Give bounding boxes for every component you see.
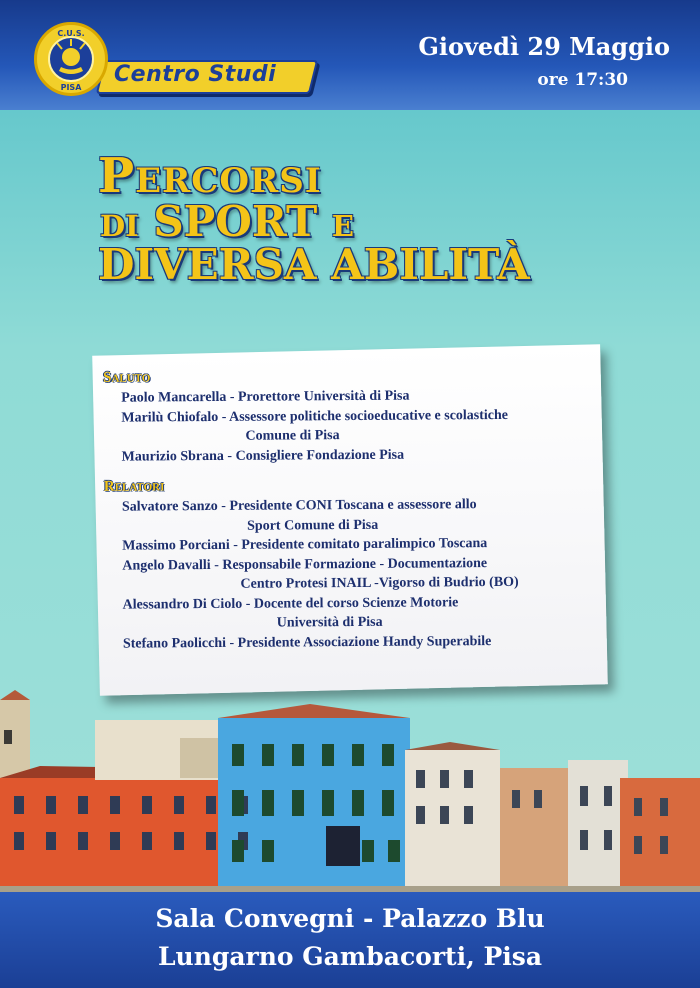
relatori-item: Salvatore Sanzo - Presidente CONI Toscana e assessore allo <box>121 497 477 515</box>
program-content <box>103 366 605 653</box>
saluto-heading: Saluto <box>103 369 151 386</box>
relatori-item: Alessandro Di Ciolo - Docente del corso Scienze Motorie <box>122 594 459 613</box>
venue-address: Lungarno Gambacorti, Pisa <box>157 942 543 971</box>
relatori-item-continued: Università di Pisa <box>276 614 383 631</box>
relatori-item: Angelo Davalli - Responsabile Formazione - Documentazione <box>122 555 488 574</box>
title-line-1: Percorsi <box>98 148 322 204</box>
relatori-item: Massimo Porciani - Presidente comitato paralimpico Toscana <box>122 536 488 554</box>
saluto-item: Maurizio Sbrana - Consigliere Fondazione Pisa <box>121 447 405 465</box>
logo-text: Centro Studi <box>114 62 277 87</box>
relatori-item: Stefano Paolicchi - Presidente Associazione Handy Superabile <box>122 633 492 652</box>
relatori-item-continued: Sport Comune di Pisa <box>247 517 379 534</box>
lungarno-buildings-image <box>0 690 700 900</box>
saluto-item-continued: Comune di Pisa <box>245 428 340 444</box>
event-title <box>98 148 530 289</box>
saluto-item: Paolo Mancarella - Prorettore Università di Pisa <box>121 388 410 406</box>
seal-icon <box>34 22 108 96</box>
cus-logo <box>34 22 314 102</box>
title-line-2: di SPORT e <box>100 196 354 246</box>
svg-text:PISA: PISA <box>60 83 82 92</box>
event-date: Giovedì 29 Maggio <box>418 32 670 61</box>
saluto-item: Marilù Chiofalo - Assessore politiche socioeducative e scolastiche <box>121 407 509 426</box>
event-time: ore 17:30 <box>537 70 628 90</box>
venue-name: Sala Convegni - Palazzo Blu <box>155 904 545 933</box>
relatori-item-continued: Centro Protesi INAIL -Vigorso di Budrio (BO) <box>240 574 519 592</box>
title-line-3: DIVERSA ABILITÀ <box>98 239 530 289</box>
relatori-heading: Relatori <box>103 478 165 495</box>
svg-text:C.U.S.: C.U.S. <box>57 29 85 38</box>
